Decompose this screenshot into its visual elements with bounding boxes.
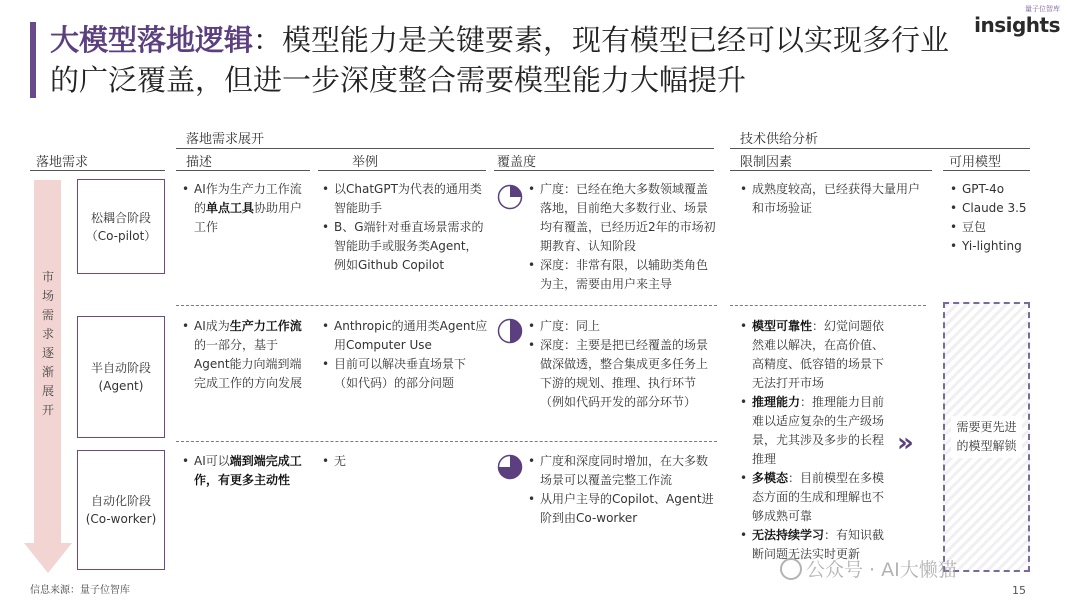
model-item: • Yi-lighting [950,237,1030,256]
coverage-agent [528,317,718,412]
col-header-models: 可用模型 [949,155,1002,170]
col-header-coverage: 覆盖度 [497,155,537,170]
coverage-pie-agent [497,318,523,344]
list-item: • 成熟度较高，已经获得大量用户和市场验证 [740,180,930,218]
stage-coworker-name: 自动化阶段 [90,494,151,508]
logo-small-text: 量子位智库 [1025,5,1060,13]
stage-agent-en: (Agent) [98,379,144,393]
examples-coworker [322,452,488,471]
list-item: • 无法持续学习：有知识截断问题无法实时更新 [740,526,890,564]
col-header-demand-line [30,170,165,171]
double-chevron-icon: » [897,428,914,458]
list-item: • 多模态：目前模型在多模态方面的生成和理解也不够成熟可靠 [740,469,890,526]
title-highlight: 大模型落地逻辑 [50,23,254,57]
list-item: • 广度：同上 [528,317,718,336]
available-models [950,180,1030,256]
list-item: • 广度和深度同时增加，在大多数场景可以覆盖完整工作流 [528,452,718,490]
limits-copilot [740,180,930,218]
group-header-demand-line [176,148,714,149]
coverage-pie-copilot [497,184,523,210]
group-header-supply-line [730,148,1030,149]
list-item: • AI可以端到端完成工作，有更多主动性 [182,452,312,490]
list-item: • 无 [322,452,488,471]
stage-copilot [77,179,165,274]
page-number: 15 [1012,584,1026,597]
list-item: • 深度：非常有限，以辅助类角色为主，需要由用户来主导 [528,256,718,294]
stage-copilot-en: （Co-pilot） [85,228,157,243]
market-demand-arrow-head [24,543,72,573]
col-header-desc: 描述 [186,155,213,170]
group-header-supply: 技术供给分析 [740,132,819,147]
col-header-example-line [318,170,486,171]
future-models-text: 需要更先进的模型解锁 [951,416,1022,458]
coverage-coworker [528,452,718,528]
list-item: • B、G端针对垂直场景需求的智能助手或服务类Agent，例如Github Copilot [322,218,486,275]
logo-text: insights [974,13,1060,37]
list-item: • AI成为生产力工作流的一部分，基于Agent能力向端到端完成工作的方向发展 [182,317,312,393]
title-line2: 的广泛覆盖，但进一步深度整合需要模型能力大幅提升 [50,63,747,97]
examples-agent [322,317,488,393]
desc-coworker [182,452,312,490]
market-demand-arrow-label: 市场需求逐渐展开 [41,270,54,417]
list-item: • Anthropic的通用类Agent应用Computer Use [322,317,488,355]
list-item: • 以ChatGPT为代表的通用类智能助手 [322,180,486,218]
stage-coworker [77,450,165,570]
stage-agent-name: 半自动阶段 [90,361,151,375]
col-header-demand: 落地需求 [36,155,89,170]
watermark-text: 公众号 · AI大懒猫 [806,559,957,581]
col-header-limit: 限制因素 [740,155,793,170]
col-header-models-line [943,170,1030,171]
page-title [50,20,950,100]
list-item: • 深度：主要是把已经覆盖的场景做深做透，整合集成更多任务上下游的规划、推理、执行环节（例如代码开发的部分环节） [528,336,718,412]
col-header-example: 举例 [352,155,379,170]
stage-agent [77,316,165,438]
coverage-copilot [528,180,718,294]
limits-lower [740,317,890,564]
examples-copilot [322,180,486,275]
group-header-demand: 落地需求展开 [186,132,265,147]
source-note: 信息来源：量子位智库 [30,585,130,596]
col-header-limit-line [730,170,932,171]
watermark [780,555,957,582]
list-item: • 广度：已经在绝大多数领域覆盖落地，目前绝大多数行业、场景均有覆盖，已经历近2年的市场初期教育、认知阶段 [528,180,718,256]
insights-logo [970,4,1060,44]
title-line1-rest: ：模型能力是关键要素，现有模型已经可以实现多行业 [253,23,950,57]
row-divider [730,305,926,306]
list-item: • AI作为生产力工作流的单点工具协助用户工作 [182,180,310,237]
col-header-coverage-line [494,170,714,171]
model-item: • 豆包 [950,218,1030,237]
model-item: • GPT-4o [950,180,1030,199]
title-accent-bar [30,22,36,98]
list-item: • 推理能力：推理能力目前难以适应复杂的生产级场景，尤其涉及多步的长程推理 [740,393,890,469]
future-models-box [943,302,1030,572]
row-divider [176,305,717,306]
col-header-desc-line [176,170,310,171]
pie-fill [510,186,522,198]
list-item: • 目前可以解决垂直场景下（如代码）的部分问题 [322,355,488,393]
list-item: • 模型可靠性：幻觉问题依然难以解决，在高价值、高精度、低容错的场景下无法打开市场 [740,317,890,393]
coverage-pie-coworker [497,454,523,480]
wechat-icon [780,558,802,580]
desc-copilot [182,180,310,237]
model-item: • Claude 3.5 [950,199,1030,218]
stage-copilot-name: 松耦合阶段 [90,210,151,225]
list-item: • 从用户主导的Copilot、Agent进阶到由Co-worker [528,490,718,528]
stage-coworker-en: (Co-worker) [85,512,157,526]
row-divider [176,441,717,442]
pie-fill [510,320,522,343]
desc-agent [182,317,312,393]
